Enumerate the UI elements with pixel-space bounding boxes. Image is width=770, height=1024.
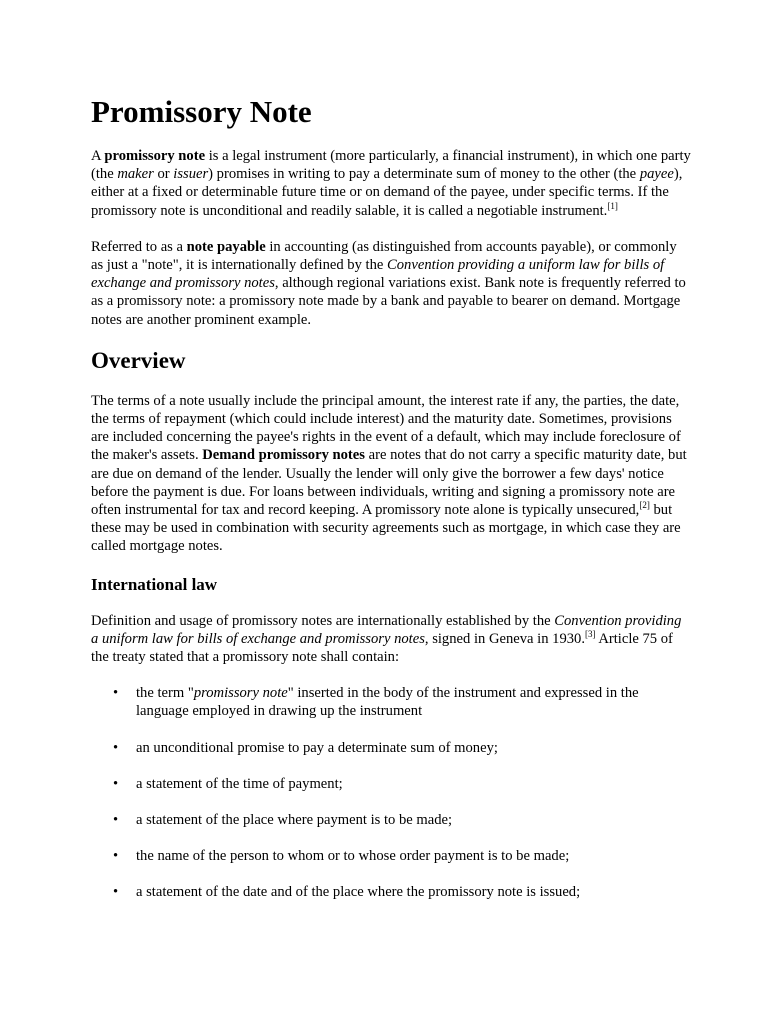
bullet-icon: • <box>113 739 119 756</box>
text-run: but these may be used in combination with security agreements such as mortgage, in which case they are called mortgage notes. <box>91 502 681 555</box>
list-item <box>91 739 691 757</box>
text-run: , signed in Geneva in 1930. <box>424 630 585 647</box>
text-run: the term " <box>136 685 194 702</box>
text-run: are notes that do not carry a specific maturity date, but are due on demand of the lender. Usually the lender will only give the borrower a few days' notice before the payment is due. For loans between individuals, writing and signing a promissory note are often instrumental for tax and record keeping. A promissory note alone is typically unsecured, <box>91 447 687 519</box>
italic-term: issuer <box>173 166 209 183</box>
text-run: ), either at a fixed or determinable future time or on demand of the payee, under specific terms. If the promissory note is unconditional and readily salable, it is called a negotiable instrument. <box>91 166 683 219</box>
list-item <box>91 775 691 793</box>
section-heading-overview: Overview <box>91 347 186 373</box>
italic-term: promissory note <box>193 685 288 702</box>
list-item-text: a statement of the place where payment is to be made; <box>136 812 453 829</box>
list-item <box>91 684 691 720</box>
italic-term: Convention providing a uniform law for bills of exchange and promissory notes <box>91 257 665 292</box>
list-item <box>91 883 691 901</box>
reference-marker: [1] <box>607 200 618 211</box>
italic-term: payee <box>639 166 674 183</box>
requirements-list <box>91 684 691 901</box>
intro-paragraph-2 <box>91 238 691 329</box>
italic-term: maker <box>117 166 154 183</box>
bullet-icon: • <box>113 812 119 829</box>
text-run: Definition and usage of promissory notes are internationally established by the <box>91 612 555 629</box>
list-item <box>91 811 691 829</box>
bullet-icon: • <box>113 685 119 702</box>
reference-marker: [2] <box>639 500 650 511</box>
list-item-text: a statement of the time of payment; <box>136 775 343 792</box>
bullet-icon: • <box>113 884 119 901</box>
text-run: " inserted in the body of the instrument and expressed in the language employed in drawing up the instrument <box>136 685 639 720</box>
overview-paragraph <box>91 392 691 556</box>
bold-term: note payable <box>186 238 266 255</box>
bullet-icon: • <box>113 775 119 792</box>
document-page <box>91 94 691 920</box>
text-run: in accounting (as distinguished from accounts payable), or commonly as just a "note", it is internationally defined by the <box>91 238 677 274</box>
text-run: is a legal instrument (more particularly, a financial instrument), in which one party (the <box>91 148 691 183</box>
italic-term: Convention providing a uniform law for bills of exchange and promissory notes <box>91 612 682 647</box>
bullet-icon: • <box>113 848 119 865</box>
list-item-text: a statement of the date and of the place where the promissory note is issued; <box>136 884 581 901</box>
text-run: Referred to as a <box>91 238 187 255</box>
text-run: ) promises in writing to pay a determinate sum of money to the other (the <box>208 166 640 183</box>
text-run: Article 75 of the treaty stated that a promissory note shall contain: <box>91 630 673 666</box>
reference-marker: [3] <box>585 629 596 639</box>
list-item-text: the name of the person to whom or to whose order payment is to be made; <box>136 848 570 865</box>
international-paragraph <box>91 612 691 667</box>
list-item-text: an unconditional promise to pay a determinate sum of money; <box>136 739 498 756</box>
text-run: A <box>91 148 105 164</box>
text-run: , although regional variations exist. Bank note is frequently referred to as a promissory note: a promissory note made by a bank and payable to bearer on demand. Mortgage notes are another prominent example. <box>91 275 686 328</box>
text-run: or <box>153 166 174 183</box>
text-run: The terms of a note usually include the principal amount, the interest rate if any, the parties, the date, the terms of repayment (which could include interest) and the maturity date. Sometimes, provisions are included concerning the payee's rights in the event of a default, which may include foreclosure of the maker's assets. <box>91 392 681 464</box>
intro-paragraph-1 <box>91 147 691 220</box>
page-title: Promissory Note <box>91 94 312 129</box>
bold-term: promissory note <box>104 148 206 164</box>
section-heading-international-law: International law <box>91 574 218 594</box>
list-item <box>91 847 691 865</box>
bold-term: Demand promissory notes <box>202 447 365 464</box>
